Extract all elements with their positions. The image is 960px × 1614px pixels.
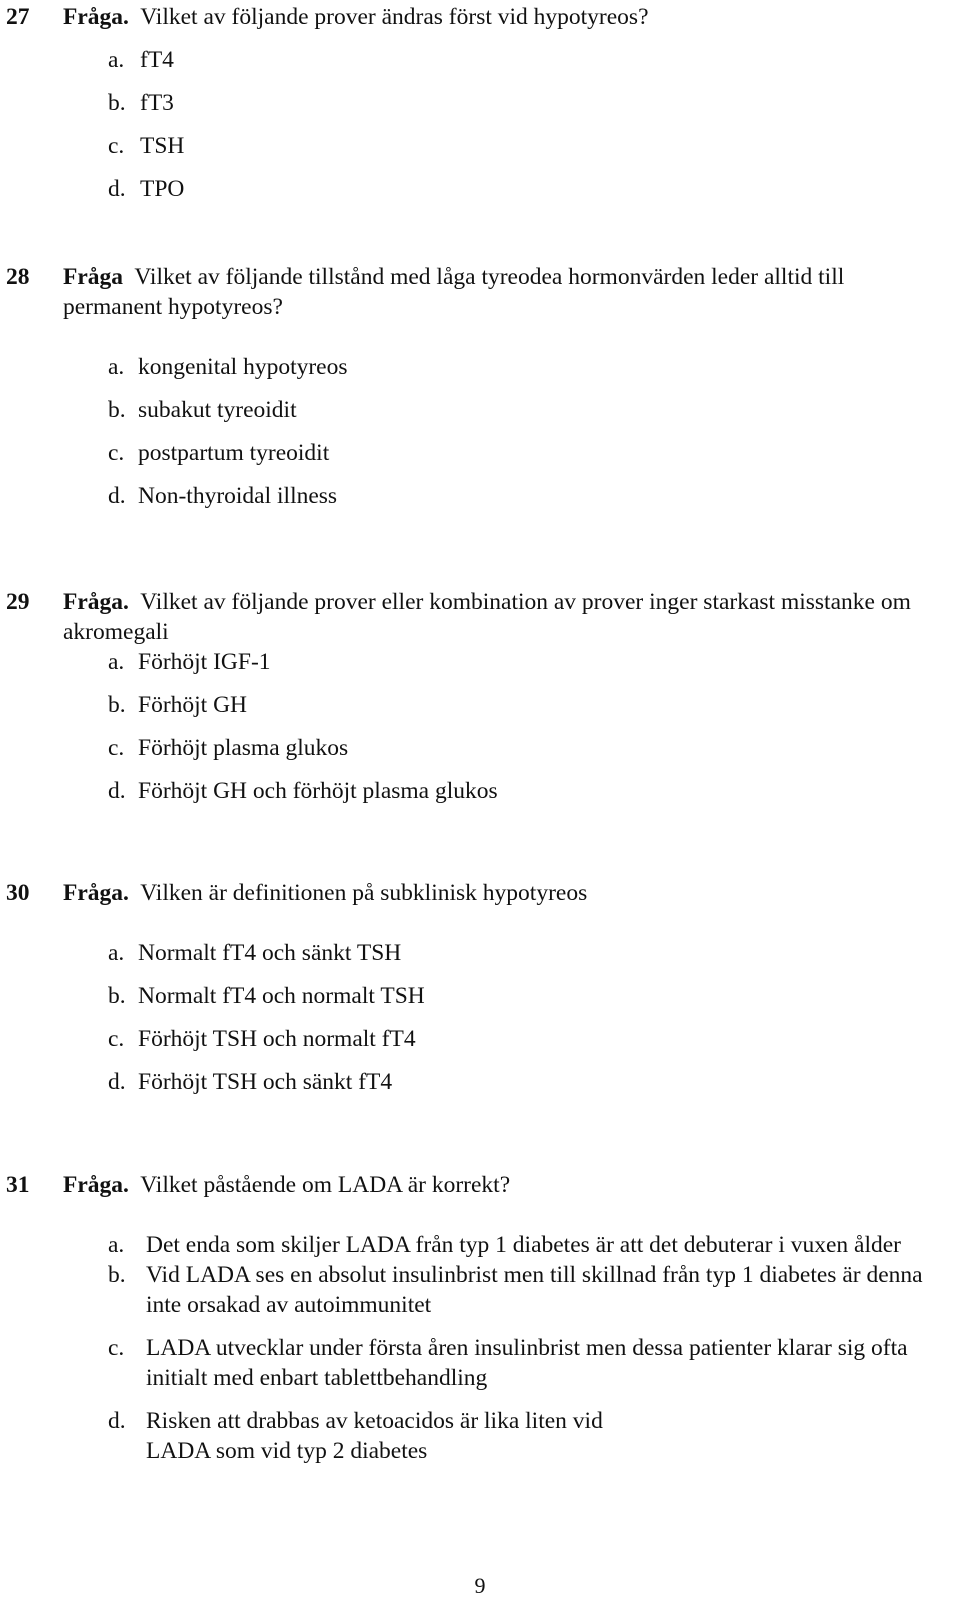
question-header bbox=[0, 262, 945, 322]
question-28 bbox=[0, 262, 945, 511]
answer-option-d bbox=[0, 776, 945, 806]
option-text: Vid LADA ses en absolut insulinbrist men till skillnad från typ 1 diabetes är denna inte orsakad av autoimmunitet bbox=[146, 1262, 923, 1318]
option-letter: b. bbox=[108, 983, 126, 1009]
option-text: postpartum tyreoidit bbox=[138, 440, 330, 466]
option-letter: d. bbox=[108, 1408, 126, 1434]
answer-option-c bbox=[0, 1024, 945, 1054]
question-number: 28 bbox=[6, 264, 30, 290]
option-text: Förhöjt GH bbox=[138, 692, 248, 718]
question-body: Vilket av följande prover eller kombination av prover inger starkast misstanke om akromegali bbox=[63, 589, 911, 645]
option-letter: d. bbox=[108, 176, 126, 202]
question-body: Vilket av följande tillstånd med låga tyreodea hormonvärden leder alltid till permanent hypotyreos? bbox=[63, 264, 845, 320]
question-27 bbox=[0, 2, 945, 204]
option-letter: c. bbox=[108, 1335, 125, 1361]
option-letter: a. bbox=[108, 47, 125, 73]
question-text bbox=[63, 1170, 945, 1200]
option-text: Förhöjt plasma glukos bbox=[138, 735, 349, 761]
question-30 bbox=[0, 878, 945, 1097]
answer-option-d bbox=[0, 481, 945, 511]
question-label: Fråga. bbox=[63, 880, 129, 906]
option-text: Normalt fT4 och normalt TSH bbox=[138, 983, 425, 1009]
option-text: Normalt fT4 och sänkt TSH bbox=[138, 940, 402, 966]
option-letter: c. bbox=[108, 440, 125, 466]
option-letter: d. bbox=[108, 778, 126, 804]
answer-option-c bbox=[0, 438, 945, 468]
question-number: 29 bbox=[6, 589, 30, 615]
question-label: Fråga. bbox=[63, 1172, 129, 1198]
question-header bbox=[0, 2, 945, 32]
question-label: Fråga. bbox=[63, 4, 129, 30]
option-text: Risken att drabbas av ketoacidos är lika liten vid LADA som vid typ 2 diabetes bbox=[146, 1408, 603, 1464]
option-text: Förhöjt IGF-1 bbox=[138, 649, 271, 675]
option-letter: a. bbox=[108, 940, 125, 966]
option-letter: a. bbox=[108, 649, 125, 675]
answer-option-b bbox=[0, 395, 945, 425]
question-label: Fråga. bbox=[63, 589, 129, 615]
option-letter: b. bbox=[108, 397, 126, 423]
option-text: Förhöjt TSH och normalt fT4 bbox=[138, 1026, 416, 1052]
option-letter: a. bbox=[108, 354, 125, 380]
page-number: 9 bbox=[474, 1573, 486, 1598]
option-text: TSH bbox=[140, 133, 185, 159]
question-text bbox=[63, 878, 945, 908]
option-text: fT4 bbox=[140, 47, 174, 73]
question-29 bbox=[0, 587, 945, 806]
option-letter: a. bbox=[108, 1232, 125, 1258]
question-number: 31 bbox=[6, 1172, 30, 1198]
answer-option-d bbox=[0, 174, 945, 204]
option-letter: b. bbox=[108, 1262, 126, 1288]
question-header bbox=[0, 587, 945, 647]
answer-options bbox=[0, 1230, 945, 1466]
answer-options bbox=[0, 647, 945, 806]
question-header bbox=[0, 1170, 945, 1200]
answer-option-a bbox=[0, 938, 945, 968]
answer-options bbox=[0, 352, 945, 511]
answer-option-a bbox=[0, 352, 945, 382]
answer-option-d bbox=[0, 1406, 945, 1466]
answer-option-a bbox=[0, 1230, 945, 1260]
option-letter: d. bbox=[108, 1069, 126, 1095]
answer-option-a bbox=[0, 45, 945, 75]
option-letter: d. bbox=[108, 483, 126, 509]
option-text: kongenital hypotyreos bbox=[138, 354, 348, 380]
option-text: subakut tyreoidit bbox=[138, 397, 297, 423]
question-number: 30 bbox=[6, 880, 30, 906]
answer-option-a bbox=[0, 647, 945, 677]
option-letter: c. bbox=[108, 1026, 125, 1052]
question-body: Vilket påstående om LADA är korrekt? bbox=[140, 1172, 511, 1198]
question-header bbox=[0, 878, 945, 908]
option-text: Non-thyroidal illness bbox=[138, 483, 338, 509]
option-text: fT3 bbox=[140, 90, 174, 116]
question-text bbox=[63, 587, 945, 647]
option-text: TPO bbox=[140, 176, 185, 202]
answer-option-b bbox=[0, 88, 945, 118]
option-text: Det enda som skiljer LADA från typ 1 diabetes är att det debuterar i vuxen ålder bbox=[146, 1232, 902, 1258]
question-text bbox=[63, 2, 945, 32]
question-number: 27 bbox=[6, 4, 30, 30]
answer-option-c bbox=[0, 1333, 945, 1393]
question-body: Vilket av följande prover ändras först vid hypotyreos? bbox=[140, 4, 649, 30]
question-31 bbox=[0, 1170, 945, 1466]
option-letter: b. bbox=[108, 692, 126, 718]
answer-option-b bbox=[0, 1260, 945, 1320]
answer-options bbox=[0, 45, 945, 204]
option-text: Förhöjt TSH och sänkt fT4 bbox=[138, 1069, 393, 1095]
question-label: Fråga bbox=[63, 264, 124, 290]
question-text bbox=[63, 262, 945, 322]
option-letter: c. bbox=[108, 735, 125, 761]
option-text: LADA utvecklar under första åren insulinbrist men dessa patienter klarar sig ofta initialt med enbart tablettbehandling bbox=[146, 1335, 908, 1391]
answer-option-c bbox=[0, 733, 945, 763]
option-letter: b. bbox=[108, 90, 126, 116]
answer-option-c bbox=[0, 131, 945, 161]
answer-option-d bbox=[0, 1067, 945, 1097]
answer-option-b bbox=[0, 981, 945, 1011]
option-text: Förhöjt GH och förhöjt plasma glukos bbox=[138, 778, 498, 804]
answer-option-b bbox=[0, 690, 945, 720]
answer-options bbox=[0, 938, 945, 1097]
option-letter: c. bbox=[108, 133, 125, 159]
question-body: Vilken är definitionen på subklinisk hypotyreos bbox=[140, 880, 588, 906]
